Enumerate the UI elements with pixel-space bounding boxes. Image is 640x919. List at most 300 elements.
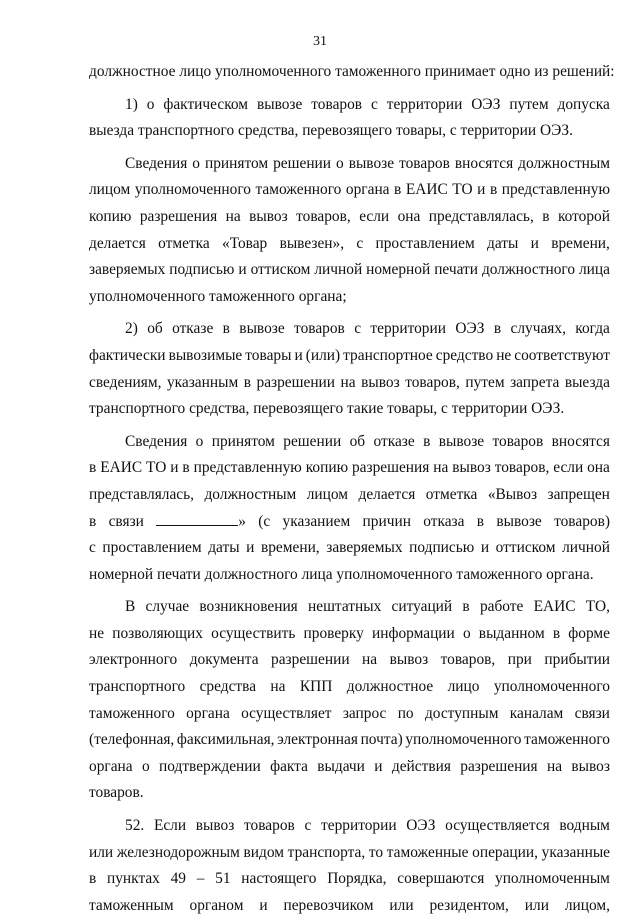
word: разрешении bbox=[256, 373, 336, 391]
word: о bbox=[336, 154, 344, 172]
word: решении bbox=[283, 432, 342, 450]
word: сведениям, bbox=[89, 373, 162, 391]
text-line bbox=[89, 727, 610, 754]
word: пунктах bbox=[107, 870, 160, 888]
word: печати bbox=[434, 261, 479, 279]
paragraph bbox=[89, 813, 610, 919]
word: принятом bbox=[211, 432, 275, 450]
word: о bbox=[192, 154, 200, 172]
word: об bbox=[349, 432, 366, 450]
word: если bbox=[553, 459, 584, 477]
word: уполномоченного bbox=[215, 63, 332, 80]
word: копию bbox=[89, 207, 132, 225]
word: с bbox=[441, 400, 448, 418]
word: нештатных bbox=[308, 598, 382, 616]
word: и bbox=[259, 896, 268, 914]
word: ОЭЗ. bbox=[539, 122, 573, 140]
word: органа bbox=[89, 757, 133, 775]
word: 1) bbox=[125, 95, 138, 113]
word: подписью bbox=[169, 261, 235, 279]
word: территории bbox=[370, 320, 446, 338]
word: Порядка, bbox=[327, 870, 387, 888]
paragraph bbox=[89, 316, 610, 422]
word: запрос bbox=[342, 704, 387, 722]
word: форме bbox=[568, 624, 610, 642]
word: товаров. bbox=[89, 784, 144, 802]
word: проверку bbox=[303, 624, 364, 642]
word: в bbox=[542, 207, 550, 225]
text-line bbox=[89, 284, 610, 311]
word: или bbox=[524, 896, 549, 914]
word: вывоз bbox=[452, 459, 491, 477]
word: вывоз bbox=[571, 757, 610, 775]
word: факсимильная, bbox=[176, 731, 275, 749]
word: средства, bbox=[189, 400, 250, 418]
word: путем bbox=[465, 373, 505, 391]
word: отметка bbox=[425, 485, 478, 503]
word: с bbox=[370, 95, 378, 113]
text-line bbox=[89, 151, 610, 178]
word: информации bbox=[372, 624, 455, 642]
text-line bbox=[89, 594, 610, 621]
word: принятом bbox=[204, 154, 269, 172]
word: транспортного bbox=[137, 122, 235, 140]
word: при bbox=[507, 651, 532, 669]
word: она bbox=[587, 459, 610, 477]
word: которой bbox=[557, 207, 610, 225]
word: товаров bbox=[294, 320, 345, 338]
word: подписью bbox=[409, 539, 475, 557]
word: в bbox=[222, 320, 230, 338]
word: средство bbox=[435, 346, 494, 364]
word: номерной bbox=[366, 261, 431, 279]
word: позволяющих bbox=[112, 624, 203, 642]
word: одно bbox=[499, 63, 531, 80]
word: товаров bbox=[311, 95, 363, 113]
word: делается bbox=[358, 485, 416, 503]
word: вывозе bbox=[438, 432, 485, 450]
word: перевозящего bbox=[253, 400, 344, 418]
word: 2) bbox=[125, 320, 138, 338]
word: она bbox=[397, 207, 421, 225]
word: времени, bbox=[551, 234, 610, 252]
text-line bbox=[89, 455, 610, 482]
word: ЕАИС bbox=[100, 459, 143, 477]
word: с bbox=[354, 320, 362, 338]
word: осуществляется bbox=[445, 817, 550, 835]
word: выезда bbox=[89, 122, 135, 140]
word: товаров, bbox=[405, 373, 460, 391]
word: транспортного bbox=[89, 678, 186, 696]
word: с bbox=[356, 234, 364, 252]
word: или bbox=[389, 896, 414, 914]
word: таможенного bbox=[456, 565, 543, 583]
word: на bbox=[270, 678, 286, 696]
word: перевозящего bbox=[302, 122, 393, 140]
word: проставлением bbox=[375, 234, 475, 252]
word: соответствуют bbox=[514, 346, 610, 364]
word: в bbox=[89, 512, 97, 530]
word: ОЭЗ. bbox=[531, 400, 565, 418]
word: таможенные bbox=[386, 843, 469, 861]
word: транспорта, bbox=[287, 843, 366, 861]
text-line bbox=[89, 754, 610, 781]
word: вывоз bbox=[389, 651, 429, 669]
text-line bbox=[89, 562, 610, 589]
word: средства, bbox=[238, 122, 299, 140]
word: видом bbox=[243, 843, 284, 861]
word: таможенного bbox=[524, 731, 610, 749]
word: выданном bbox=[478, 624, 545, 642]
word: о bbox=[141, 757, 150, 775]
word: перевозчиком bbox=[283, 896, 374, 914]
word: органом bbox=[189, 896, 244, 914]
word: запрета bbox=[510, 373, 560, 391]
word: причин bbox=[362, 512, 411, 530]
word: времени, bbox=[260, 539, 320, 557]
word: разрешении bbox=[271, 651, 350, 669]
word: и bbox=[238, 261, 247, 279]
word: из bbox=[534, 63, 549, 80]
word: в bbox=[89, 870, 97, 888]
word: таможенного bbox=[89, 704, 175, 722]
word: в bbox=[493, 320, 502, 338]
word: связи bbox=[108, 512, 144, 530]
word: в bbox=[462, 598, 470, 616]
word: должностным bbox=[518, 154, 610, 172]
word: осуществить bbox=[211, 624, 296, 642]
word: на bbox=[433, 459, 449, 477]
word: вывозе bbox=[239, 320, 285, 338]
word: копию bbox=[305, 459, 349, 477]
word: с bbox=[89, 539, 96, 557]
word: железнодорожным bbox=[116, 843, 240, 861]
word: товаров bbox=[399, 154, 450, 172]
text-line bbox=[89, 177, 610, 204]
word: отказе bbox=[373, 432, 415, 450]
text-line bbox=[89, 396, 610, 423]
paragraph bbox=[89, 594, 610, 807]
word: лицо bbox=[179, 63, 212, 80]
word: по bbox=[397, 704, 414, 722]
word: таможенным bbox=[89, 896, 174, 914]
text-line bbox=[89, 674, 610, 701]
word: отказа bbox=[423, 512, 465, 530]
word: ситуаций bbox=[391, 598, 453, 616]
word: территории bbox=[386, 95, 463, 113]
word: путем bbox=[509, 95, 549, 113]
text-line bbox=[89, 316, 610, 343]
word: лицом, bbox=[564, 896, 610, 914]
text-line bbox=[89, 509, 610, 536]
word: таможенного bbox=[209, 287, 295, 305]
word: товары, bbox=[395, 122, 446, 140]
word: делается bbox=[89, 234, 146, 252]
word: почта) bbox=[360, 731, 403, 749]
word: связи bbox=[574, 704, 610, 722]
word: органа bbox=[186, 704, 230, 722]
word: уполномоченного bbox=[89, 287, 206, 305]
word: доступным bbox=[424, 704, 499, 722]
word: и bbox=[480, 539, 490, 557]
word: случае bbox=[145, 598, 190, 616]
word: 51 bbox=[215, 870, 231, 888]
word: вносятся bbox=[454, 154, 514, 172]
word: лицом bbox=[306, 485, 349, 503]
text-line bbox=[89, 813, 610, 840]
text-line bbox=[89, 343, 610, 370]
word: ОЭЗ bbox=[406, 817, 436, 835]
word: ТО bbox=[146, 459, 167, 477]
word: лицом bbox=[89, 181, 131, 199]
text-line bbox=[89, 840, 610, 867]
text-line bbox=[89, 231, 610, 258]
word: вывоз bbox=[361, 373, 400, 391]
word: в bbox=[394, 181, 402, 199]
word: территории bbox=[460, 122, 537, 140]
word: в bbox=[182, 459, 190, 477]
word: принимает bbox=[424, 63, 496, 80]
word: представлялась, bbox=[89, 485, 194, 503]
text-line bbox=[89, 429, 610, 456]
word: вывозе bbox=[348, 154, 395, 172]
word: уполномоченного bbox=[405, 731, 522, 749]
text-line bbox=[89, 701, 610, 728]
word: факта bbox=[270, 757, 308, 775]
word: уполномоченным bbox=[495, 870, 610, 888]
word: вывоз bbox=[249, 207, 288, 225]
word: представленную bbox=[193, 459, 302, 477]
word: о bbox=[195, 432, 204, 450]
fill-in-blank bbox=[156, 510, 238, 526]
word: решении bbox=[273, 154, 332, 172]
word: то bbox=[368, 843, 384, 861]
word: и bbox=[294, 346, 303, 364]
word: на bbox=[340, 373, 356, 391]
word: оттиском bbox=[495, 539, 556, 557]
word: в bbox=[89, 459, 97, 477]
word: не bbox=[89, 624, 105, 642]
text-line bbox=[89, 482, 610, 509]
word: и bbox=[374, 757, 383, 775]
word: «Товар bbox=[222, 234, 268, 252]
paragraph bbox=[89, 151, 610, 311]
word: товары bbox=[245, 346, 292, 364]
word: территории bbox=[321, 817, 397, 835]
word: вывозе bbox=[496, 512, 542, 530]
word: в bbox=[489, 181, 498, 199]
word: средства bbox=[199, 678, 257, 696]
word: каналам bbox=[509, 704, 564, 722]
word: товаров) bbox=[554, 512, 610, 530]
word: проставлением bbox=[102, 539, 202, 557]
word: печати bbox=[156, 565, 201, 583]
word: выдачи bbox=[317, 757, 365, 775]
word: даты bbox=[487, 234, 519, 252]
word: оттиском bbox=[250, 261, 311, 279]
word: ОЭЗ bbox=[455, 320, 485, 338]
word: должностное bbox=[89, 63, 176, 80]
paragraph bbox=[89, 429, 610, 589]
word: операции, bbox=[472, 843, 538, 861]
word: номерной bbox=[89, 565, 154, 583]
word: действия bbox=[391, 757, 451, 775]
word: уполномоченного bbox=[493, 678, 610, 696]
word: отметка bbox=[158, 234, 210, 252]
word: в bbox=[423, 432, 431, 450]
word: электронная bbox=[277, 731, 358, 749]
document-body bbox=[89, 59, 615, 919]
word: таможенного bbox=[255, 181, 342, 199]
word: представлялась, bbox=[428, 207, 534, 225]
word: прибытии bbox=[544, 651, 610, 669]
word: заверяемых bbox=[326, 539, 403, 557]
word: ЕАИС bbox=[405, 181, 448, 199]
word: настоящего bbox=[241, 870, 317, 888]
word: вывозимые bbox=[168, 346, 243, 364]
word: о bbox=[462, 624, 471, 642]
word: вносятся bbox=[551, 432, 610, 450]
word: товаров, bbox=[440, 651, 496, 669]
word: вывозе bbox=[256, 95, 303, 113]
word: с bbox=[304, 817, 312, 835]
word: подтверждении bbox=[159, 757, 261, 775]
word: Если bbox=[153, 817, 187, 835]
word: указанием bbox=[282, 512, 351, 530]
word: КПП bbox=[299, 678, 333, 696]
word: «Вывоз bbox=[487, 485, 538, 503]
word: таможенного bbox=[335, 63, 421, 80]
word: ТО bbox=[452, 181, 473, 199]
word: должностное bbox=[346, 678, 434, 696]
word: в bbox=[552, 624, 561, 642]
word: органа; bbox=[298, 287, 347, 305]
word: должностного bbox=[481, 261, 576, 279]
word: представленную bbox=[501, 181, 610, 199]
word: личной bbox=[314, 261, 363, 279]
word: водным bbox=[559, 817, 610, 835]
word: вывезен», bbox=[279, 234, 345, 252]
word: органа bbox=[345, 181, 390, 199]
word: товаров, bbox=[296, 207, 351, 225]
word: (телефонная, bbox=[89, 731, 175, 749]
word: вывоз bbox=[195, 817, 235, 835]
word: документа bbox=[189, 651, 259, 669]
text-line bbox=[89, 257, 610, 284]
word: транспортное bbox=[343, 346, 433, 364]
word: – bbox=[196, 870, 205, 888]
word: и bbox=[246, 539, 255, 557]
word: если bbox=[359, 207, 390, 225]
word: фактически bbox=[89, 346, 166, 364]
word: решений: bbox=[552, 63, 615, 80]
word: случаях, bbox=[510, 320, 566, 338]
word: разрешения bbox=[139, 207, 218, 225]
word: и bbox=[170, 459, 179, 477]
text-line bbox=[89, 92, 610, 119]
word: когда bbox=[575, 320, 610, 338]
word: органа. bbox=[546, 565, 594, 583]
word: 52. bbox=[125, 817, 145, 835]
word: лицо bbox=[447, 678, 480, 696]
word: личной bbox=[562, 539, 610, 557]
word: такие bbox=[347, 400, 384, 418]
word: и bbox=[530, 234, 539, 252]
word: указанным bbox=[166, 373, 239, 391]
word: Сведения bbox=[125, 432, 188, 450]
page-number: 31 bbox=[313, 34, 327, 49]
word: Сведения bbox=[125, 154, 188, 172]
word: в bbox=[243, 373, 251, 391]
text-line bbox=[89, 118, 610, 145]
text-line bbox=[89, 204, 610, 231]
word: территории bbox=[451, 400, 528, 418]
word: осуществляет bbox=[241, 704, 332, 722]
word: работе bbox=[479, 598, 524, 616]
word: должностного bbox=[204, 565, 298, 583]
paragraph bbox=[89, 59, 615, 86]
word: лица bbox=[301, 565, 333, 583]
word: в bbox=[476, 512, 485, 530]
word: на bbox=[362, 651, 378, 669]
word: не bbox=[496, 346, 512, 364]
word: (с bbox=[258, 512, 271, 530]
text-line bbox=[89, 647, 610, 674]
word: должностным bbox=[204, 485, 297, 503]
word: о bbox=[146, 95, 155, 113]
word: (или) bbox=[305, 346, 341, 364]
word: уполномоченного bbox=[134, 181, 251, 199]
word: 49 bbox=[170, 870, 186, 888]
word: В bbox=[125, 598, 136, 616]
text-line bbox=[89, 893, 610, 919]
word: резидентом, bbox=[429, 896, 509, 914]
text-line bbox=[89, 866, 610, 893]
text-line bbox=[89, 621, 610, 648]
word: запрещен bbox=[547, 485, 610, 503]
word: товары, bbox=[387, 400, 438, 418]
word: совершаются bbox=[397, 870, 485, 888]
text-line bbox=[89, 370, 610, 397]
word: » bbox=[156, 509, 246, 536]
word: электронного bbox=[89, 651, 178, 669]
word: допуска bbox=[557, 95, 610, 113]
word: товаров bbox=[492, 432, 544, 450]
word: и bbox=[477, 181, 486, 199]
word: транспортного bbox=[89, 400, 186, 418]
paragraph bbox=[89, 92, 610, 145]
word: или bbox=[89, 843, 114, 861]
word: ЕАИС bbox=[533, 598, 576, 616]
text-line bbox=[89, 780, 610, 807]
word: разрешения bbox=[460, 757, 538, 775]
word: товаров bbox=[244, 817, 295, 835]
word: об bbox=[147, 320, 163, 338]
word: заверяемых bbox=[89, 261, 166, 279]
word: лица bbox=[579, 261, 610, 279]
word: фактическом bbox=[163, 95, 249, 113]
word: даты bbox=[208, 539, 240, 557]
word: на bbox=[225, 207, 241, 225]
word: товаров, bbox=[494, 459, 550, 477]
word: на bbox=[546, 757, 563, 775]
word: отказе bbox=[172, 320, 214, 338]
word: разрешения bbox=[351, 459, 430, 477]
word: ОЭЗ bbox=[471, 95, 501, 113]
word: возникновения bbox=[199, 598, 298, 616]
text-line bbox=[89, 535, 610, 562]
word: уполномоченного bbox=[336, 565, 453, 583]
